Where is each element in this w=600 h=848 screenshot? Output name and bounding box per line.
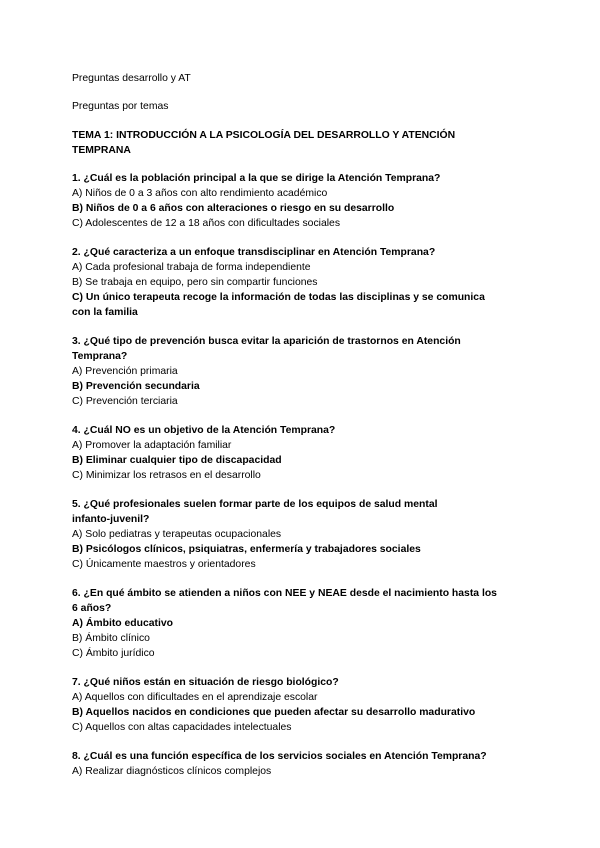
- question-text: 2. ¿Qué caracteriza a un enfoque transdisciplinar en Atención Temprana?: [72, 247, 436, 258]
- question-block: [72, 171, 532, 231]
- answer-option-correct: B) Niños de 0 a 6 años con alteraciones o riesgo en su desarrollo: [72, 203, 395, 214]
- question-text: 3. ¿Qué tipo de prevención busca evitar la aparición de trastornos en Atención Temprana?: [72, 336, 461, 362]
- question-block: [72, 423, 532, 483]
- answer-option: C) Ámbito jurídico: [72, 648, 155, 659]
- question-text: 6. ¿En qué ámbito se atienden a niños con NEE y NEAE desde el nacimiento hasta los 6 años?: [72, 588, 497, 614]
- question-text: 7. ¿Qué niños están en situación de riesgo biológico?: [72, 677, 339, 688]
- answer-option: A) Niños de 0 a 3 años con alto rendimiento académico: [72, 188, 328, 199]
- answer-option-correct: C) Un único terapeuta recoge la información de todas las disciplinas y se comunica con la familia: [72, 292, 485, 318]
- answer-option-correct: B) Psicólogos clínicos, psiquiatras, enfermería y trabajadores sociales: [72, 544, 421, 555]
- answer-option-correct: B) Prevención secundaria: [72, 381, 200, 392]
- question-text: 4. ¿Cuál NO es un objetivo de la Atención Temprana?: [72, 425, 336, 436]
- answer-option: C) Minimizar los retrasos en el desarrollo: [72, 470, 261, 481]
- answer-option-correct: B) Eliminar cualquier tipo de discapacidad: [72, 455, 282, 466]
- answer-option: C) Únicamente maestros y orientadores: [72, 559, 256, 570]
- topic-heading: TEMA 1: INTRODUCCIÓN A LA PSICOLOGÍA DEL DESARROLLO Y ATENCIÓN TEMPRANA: [72, 130, 456, 156]
- answer-option: A) Promover la adaptación familiar: [72, 440, 232, 451]
- question-block: [72, 497, 532, 572]
- question-block: [72, 749, 532, 779]
- answer-option: A) Realizar diagnósticos clínicos complejos: [72, 766, 272, 777]
- answer-option: C) Adolescentes de 12 a 18 años con dificultades sociales: [72, 218, 341, 229]
- question-block: [72, 245, 532, 320]
- answer-option: A) Cada profesional trabaja de forma independiente: [72, 262, 311, 273]
- question-list: [72, 171, 532, 779]
- answer-option: A) Aquellos con dificultades en el aprendizaje escolar: [72, 692, 318, 703]
- answer-option: A) Prevención primaria: [72, 366, 178, 377]
- document-subtitle: Preguntas por temas: [72, 101, 169, 112]
- question-block: [72, 334, 532, 409]
- question-text: 8. ¿Cuál es una función específica de los servicios sociales en Atención Temprana?: [72, 751, 487, 762]
- answer-option: C) Prevención terciaria: [72, 396, 178, 407]
- document-title: Preguntas desarrollo y AT: [72, 73, 191, 84]
- answer-option: C) Aquellos con altas capacidades intelectuales: [72, 722, 292, 733]
- document-page: [72, 71, 532, 793]
- answer-option-correct: B) Aquellos nacidos en condiciones que pueden afectar su desarrollo madurativo: [72, 707, 476, 718]
- answer-option: B) Ámbito clínico: [72, 633, 150, 644]
- question-block: [72, 675, 532, 735]
- answer-option: A) Solo pediatras y terapeutas ocupacionales: [72, 529, 282, 540]
- question-text: 5. ¿Qué profesionales suelen formar parte de los equipos de salud mental infanto-juvenil?: [72, 499, 438, 525]
- question-block: [72, 586, 532, 661]
- answer-option-correct: A) Ámbito educativo: [72, 618, 174, 629]
- question-text: 1. ¿Cuál es la población principal a la que se dirige la Atención Temprana?: [72, 173, 441, 184]
- answer-option: B) Se trabaja en equipo, pero sin compartir funciones: [72, 277, 318, 288]
